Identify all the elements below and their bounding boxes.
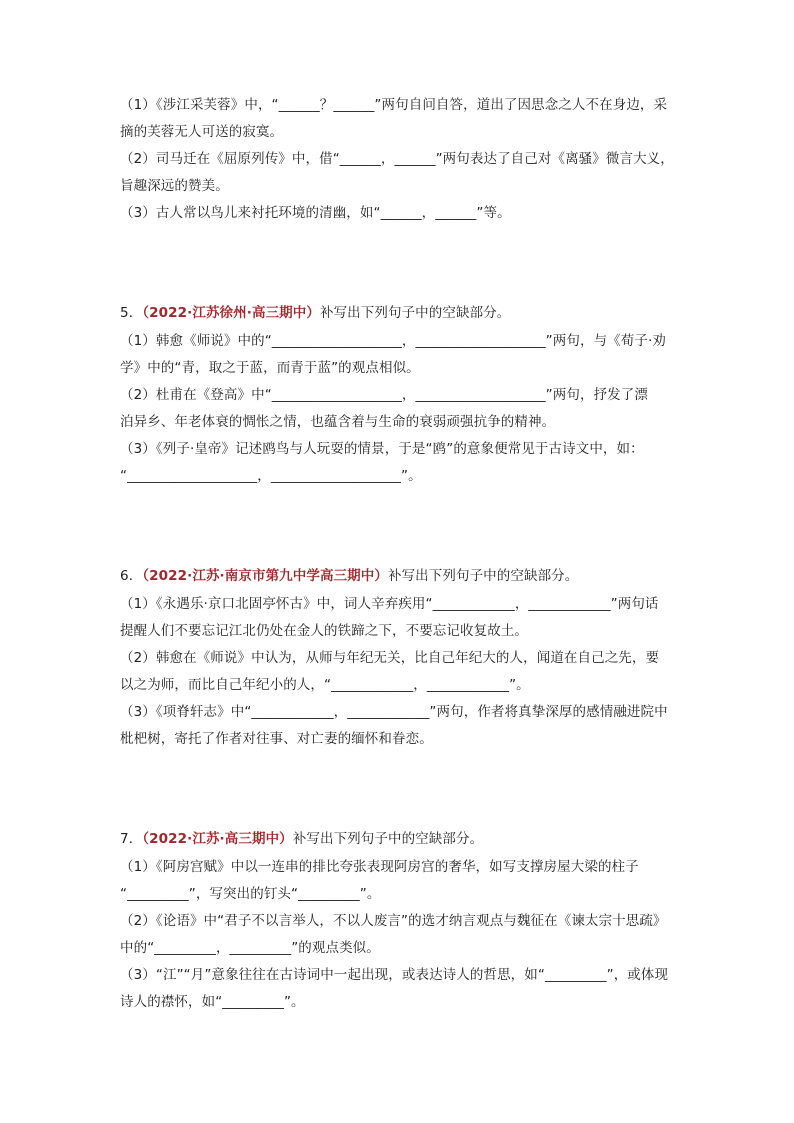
q7-source: （2022·江苏·高三期中）	[142, 831, 293, 847]
q7-instruction: 补写出下列句子中的空缺部分。	[292, 831, 484, 847]
q7-line-4: 中的“_________，_________”的观点类似。	[120, 940, 380, 956]
q4-line-2: 摘的芙蓉无人可送的寂寞。	[120, 124, 284, 140]
q5-line-4: 泊异乡、年老体衰的惆怅之情，也蕴含着与生命的衰弱顽强抗争的精神。	[120, 414, 556, 430]
q5-line-2: 学》中的“青，取之于蓝，而青于蓝”的观点相似。	[120, 360, 420, 376]
q6-line-4: 以之为师，而比自己年纪小的人，“____________，____________”。	[120, 677, 530, 693]
q5-line-5: （3）《列子·皇帝》记述鸥鸟与人玩耍的情景，于是“鸥”的意象便常见于古诗文中，如：	[120, 441, 644, 457]
q6-line-2: 提醒人们不要忘记江北仍处在金人的铁蹄之下，不要忘记收复故土。	[120, 623, 528, 639]
q4-line-4: 旨趣深远的赞美。	[120, 178, 229, 194]
q4-line-5: （3）古人常以鸟儿来衬托环境的清幽，如“______，______”等。	[120, 205, 511, 221]
q7-heading	[120, 830, 483, 848]
q6-line-6: 枇杷树，寄托了作者对往事、对亡妻的缅怀和眷恋。	[120, 731, 433, 747]
q7-line-6: 诗人的襟怀，如“_________”。	[120, 994, 305, 1010]
q6-heading	[120, 567, 578, 585]
q7-line-2: “_________”，写突出的钉头“_________”。	[120, 886, 381, 902]
q6-line-3: （2）韩愈在《师说》中认为，从师与年纪无关，比自己年纪大的人，闻道在自己之先，要	[120, 650, 660, 666]
q4-line-3: （2）司马迁在《屈原列传》中，借“______，______”两句表达了自己对《离骚》微言大义，	[120, 151, 674, 167]
q5-number: 5．	[120, 305, 143, 321]
q6-instruction: 补写出下列句子中的空缺部分。	[387, 568, 579, 584]
q5-source: （2022·江苏徐州·高三期中）	[142, 305, 320, 321]
q5-instruction: 补写出下列句子中的空缺部分。	[319, 305, 511, 321]
q6-line-1: （1）《永遇乐·京口北固亭怀古》中，词人辛弃疾用“____________，____________”两句话	[120, 596, 659, 612]
q5-line-6: “___________________，___________________”。	[120, 468, 422, 484]
q4-line-1: （1）《涉江采芙蓉》中，“______？______”两句自问自答，道出了因思念之人不在身边，采	[120, 97, 668, 113]
q7-number: 7．	[120, 831, 143, 847]
q5-heading	[120, 304, 510, 322]
q6-line-5: （3）《项脊轩志》中“____________，____________”两句，作者将真挚深厚的感情融进院中	[120, 704, 668, 720]
q7-line-5: （3）“江”“月”意象往往在古诗词中一起出现，或表达诗人的哲思，如“_________”，或体现	[120, 967, 669, 983]
q5-line-3: （2）杜甫在《登高》中“___________________，___________________”两句，抒发了漂	[120, 387, 648, 403]
q7-line-3: （2）《论语》中“君子不以言举人，不以人废言”的选才纳言观点与魏征在《谏太宗十思疏》	[120, 913, 667, 929]
q7-line-1: （1）《阿房宫赋》中以一连串的排比夸张表现阿房宫的奢华，如写支撑房屋大梁的柱子	[120, 859, 639, 875]
q5-line-1: （1）韩愈《师说》中的“___________________，___________________”两句，与《荀子·劝	[120, 333, 666, 349]
q6-number: 6．	[120, 568, 143, 584]
q6-source: （2022·江苏·南京市第九中学高三期中）	[142, 568, 388, 584]
